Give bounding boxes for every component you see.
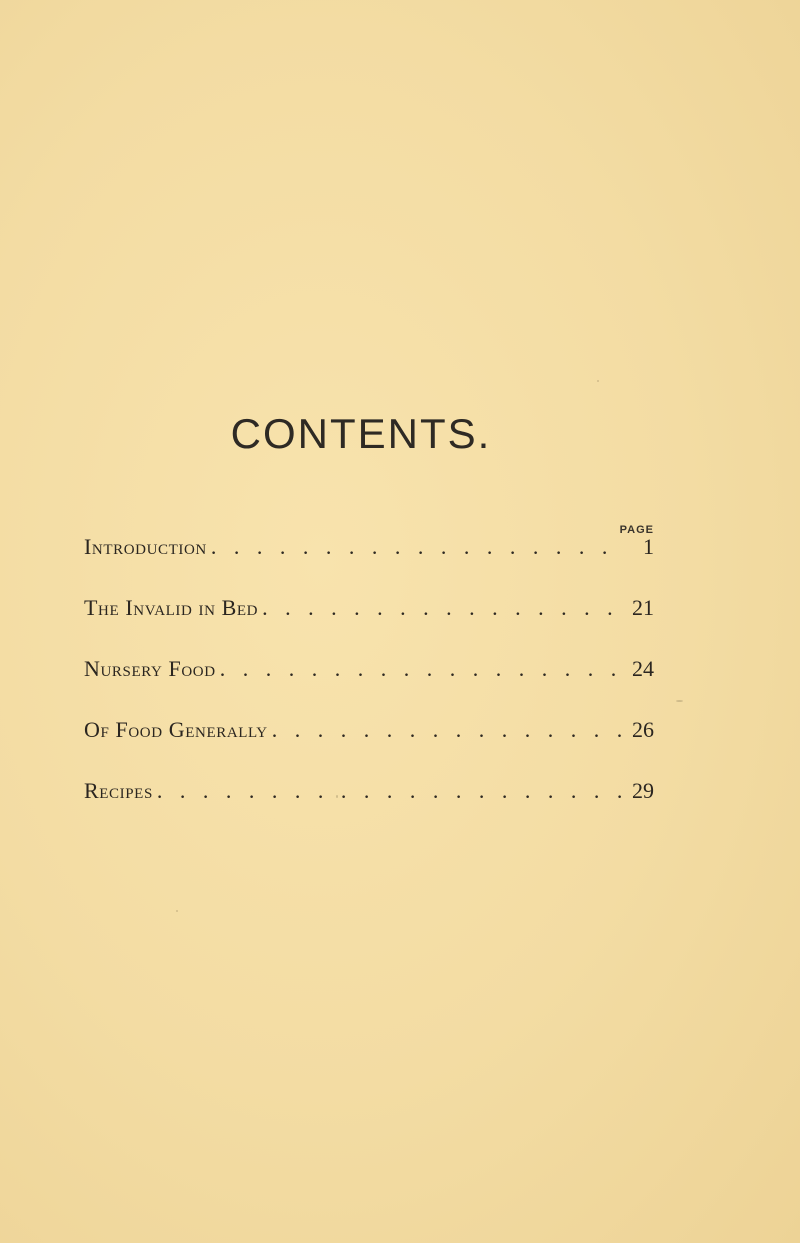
dot-leader bbox=[207, 532, 626, 562]
dot-leader bbox=[268, 715, 626, 745]
toc-entry-title: Introduction bbox=[84, 534, 207, 559]
dot-leader bbox=[153, 776, 626, 806]
paper-speck bbox=[336, 795, 338, 798]
paper-speck bbox=[176, 910, 178, 912]
toc-entry-introduction bbox=[84, 532, 654, 593]
page-title: CONTENTS. bbox=[230, 410, 492, 457]
toc-entry-title: Of Food Generally bbox=[84, 717, 268, 742]
toc-entry-nursery-food bbox=[84, 654, 654, 715]
toc-entry-page: 24 bbox=[632, 656, 654, 681]
toc-entry-page: 26 bbox=[632, 717, 654, 742]
toc-entry-page: 1 bbox=[643, 534, 654, 559]
toc-entry-food-generally bbox=[84, 715, 654, 776]
toc-entry-recipes bbox=[84, 776, 654, 837]
paper-speck bbox=[676, 700, 683, 702]
toc-entry-page: 29 bbox=[632, 778, 654, 803]
paper-speck bbox=[597, 380, 599, 382]
toc-entry-title: The Invalid in Bed bbox=[84, 595, 259, 620]
dot-leader bbox=[258, 593, 626, 623]
toc-entry-page: 21 bbox=[632, 595, 654, 620]
page-column-label: PAGE bbox=[619, 524, 654, 536]
toc-entry-title: Recipes bbox=[84, 778, 153, 803]
dot-leader bbox=[216, 654, 626, 684]
toc-entry-invalid-in-bed bbox=[84, 593, 654, 654]
table-of-contents bbox=[84, 532, 654, 837]
toc-entry-title: Nursery Food bbox=[84, 656, 216, 681]
